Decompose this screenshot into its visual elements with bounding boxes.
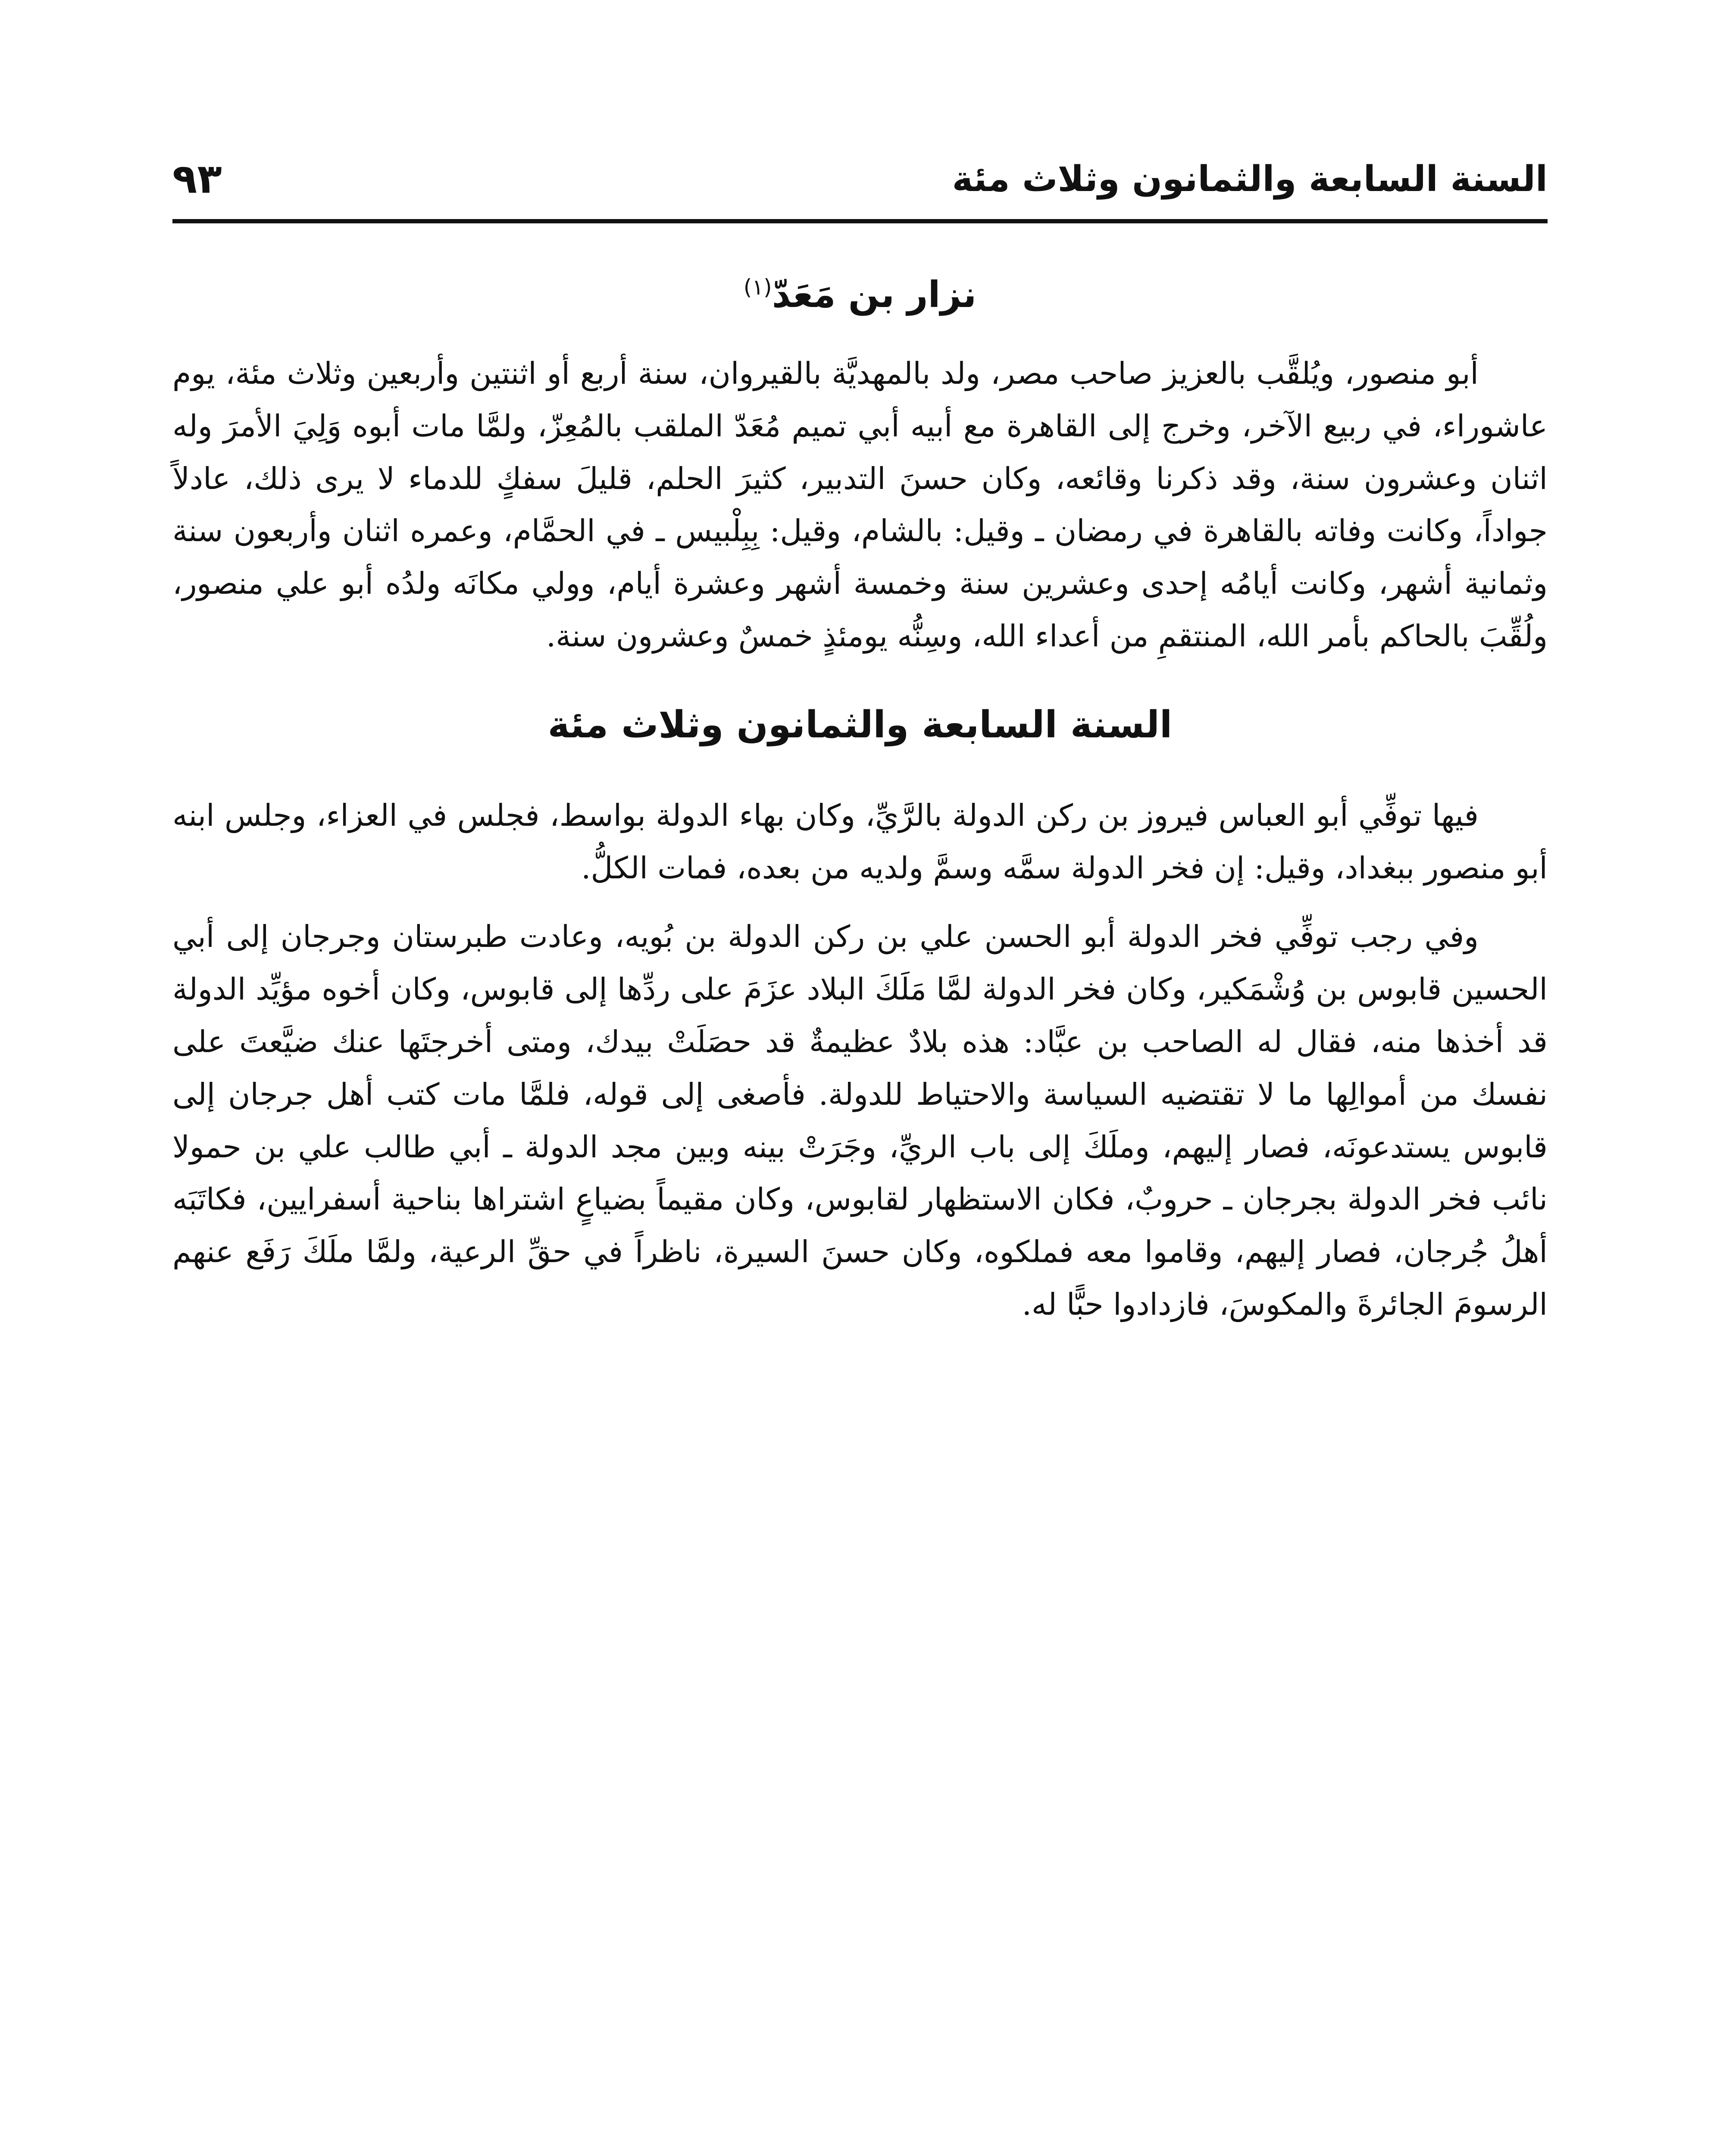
running-title: السنة السابعة والثمانون وثلاث مئة [952,158,1548,200]
page-body [172,259,1548,2156]
entry-title: نزار بن مَعَدّ [772,273,977,316]
header-rule [172,219,1548,223]
page-number: ٩٣ [172,155,222,203]
entry-heading [172,267,1548,322]
section-paragraph-1: فيها توفِّي أبو العباس فيروز بن ركن الدولة بالرَّيِّ، وكان بهاء الدولة بواسط، فجلس في العزاء، وجلس ابنه أبو منصور ببغداد، وقيل: إن فخر الدولة سمَّه وسمَّ ولديه من بعده، فمات الكلُّ. [172,797,1548,886]
footnote-marker: (١) [743,275,772,300]
section-heading: السنة السابعة والثمانون وثلاث مئة [547,703,1173,746]
entry-paragraph: أبو منصور، ويُلقَّب بالعزيز صاحب مصر، ولد بالمهديَّة بالقيروان، سنة أربع أو اثنتين وأربعين وثلاث مئة، يوم عاشوراء، في ربيع الآخر، وخرج إلى القاهرة مع أبيه أبي تميم مُعَدّ الملقب بالمُعِزّ، ولمَّا مات أبوه وَلِيَ الأمرَ وله اثنان وعشرون سنة، وقد ذكرنا وقائعه، وكان حسنَ التدبير، كثيرَ الحلم، قليلَ سفكٍ للدماء لا يرى ذلك، عادلاً جواداً، وكانت وفاته بالقاهرة في رمضان ـ وقيل: بالشام، وقيل: بِبِلْبيس ـ في الحمَّام، وعمره اثنان وأربعون سنة وثمانية أشهر، وكانت أيامُه إحدى وعشرين سنة وخمسة أشهر وعشرة أيام، وولي مكانَه ولدُه أبو علي منصور، ولُقِّبَ بالحاكم بأمر الله، المنتقمِ من أعداء الله، وسِنُّه يومئذٍ خمسٌ وعشرون سنة. [172,356,1548,654]
page-header [172,142,1548,216]
section-paragraph-2: وفي رجب توفِّي فخر الدولة أبو الحسن علي بن ركن الدولة بن بُويه، وعادت طبرستان وجرجان إلى أبي الحسين قابوس بن وُشْمَكير، وكان فخر الدولة لمَّا مَلَكَ البلاد عزَمَ على ردِّها إلى قابوس، وكان أخوه مؤيِّد الدولة قد أخذها منه، فقال له الصاحب بن عبَّاد: هذه بلادٌ عظيمةٌ قد حصَلَتْ بيدك، ومتى أخرجتَها عنك ضيَّعتَ على نفسك من أموالِها ما لا تقتضيه السياسة والاحتياط للدولة. فأصغى إلى قوله، فلمَّا مات كتب أهل جرجان إلى قابوس يستدعونَه، فصار إليهم، وملَكَ إلى باب الريِّ، وجَرَتْ بينه وبين مجد الدولة ـ أبي طالب علي بن حمولا نائب فخر الدولة بجرجان ـ حروبٌ، فكان الاستظهار لقابوس، وكان مقيماً بضياعٍ اشتراها بناحية أسفرايين، فكاتَبَه أهلُ جُرجان، فصار إليهم، وقاموا معه فملكوه، وكان حسنَ السيرة، ناظراً في حقِّ الرعية، ولمَّا ملَكَ رَفَع عنهم الرسومَ الجائرةَ والمكوسَ، فازدادوا حبًّا له. [172,919,1548,1322]
